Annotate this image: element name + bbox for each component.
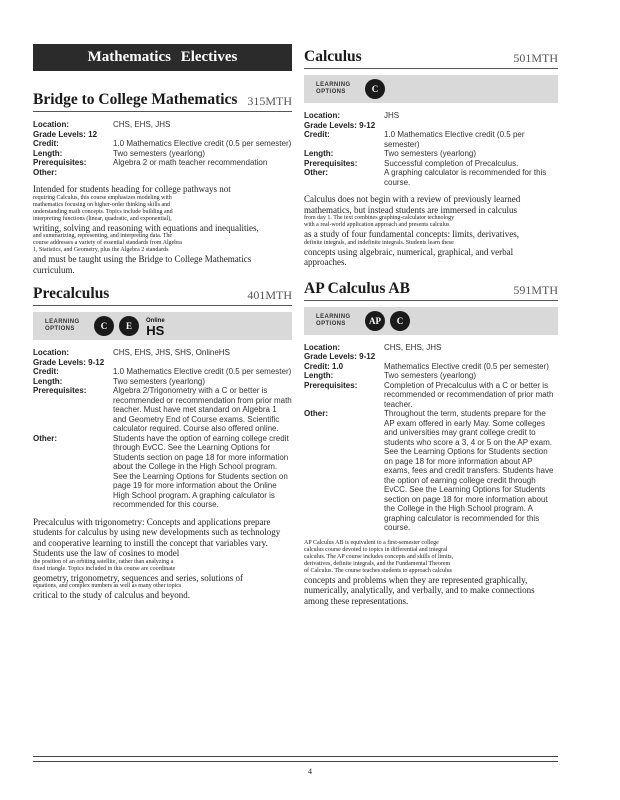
info-row [33,348,292,358]
description-line: interpreting functions (linear, quadratic, and exponential), [33,215,172,222]
course-ap-calculus [304,280,558,607]
info-key: Credit: [33,367,59,376]
info-value: A graphing calculator is recommended for this course. [384,168,547,187]
course-info-table [304,111,558,187]
description-line: calculus course devoted to topics in differential and integral [304,546,448,553]
description-line: and summarizing, representing, and interpreting data. The [33,233,173,239]
info-row [33,386,292,434]
college-in-high-school-icon: C [94,316,114,336]
description-line: concepts using algebraic, numerical, graphical, and verbal approaches. [304,246,514,267]
info-key: Other: [304,409,328,418]
info-key: Grade Levels: 12 [33,129,98,139]
description-line: critical to the study of calculus and beyond. [33,590,190,600]
info-row [304,121,558,131]
info-value: Algebra 2/Trigonometry with a C or better is recommended or recommendation from prior math teacher. Must have met standard on Algebra 1 and Geometry End of Course exams. Scientific calculator required. Course also offered online. [113,386,292,433]
info-row [304,130,558,149]
course-code: 401MTH [247,288,292,302]
info-key: Prerequisites: [304,380,358,390]
info-key: Credit: [304,130,330,139]
course-title: AP Calculus AB [304,279,410,297]
evcc-icon: E [119,316,139,336]
course-bridge [33,91,292,275]
course-description [33,517,292,601]
description-line: 1, Statistics, and Geometry, plus the Algebra 2 standards [33,247,169,253]
info-value: 1.0 Mathematics Elective credit (0.5 per semester) [384,130,525,149]
info-key: Other: [33,167,57,177]
right-column [304,44,558,606]
info-row [304,409,558,533]
info-row [304,352,558,362]
info-key: Grade Levels: 9-12 [304,352,376,361]
course-info-table [33,348,292,510]
info-value: Two semesters (yearlong) [113,148,206,158]
course-title: Calculus [304,48,362,65]
info-value [384,121,558,131]
info-key: Prerequisites: [33,158,87,167]
description-line: requiring Calculus, this course emphasizes modeling with [33,194,172,201]
description-line: from day 1. The text combines graphing-calculator technology [304,215,455,221]
college-in-high-school-icon: C [365,79,385,99]
course-code: 501MTH [513,51,558,65]
course-info-table [33,120,292,177]
course-title: Precalculus [33,285,110,302]
info-value: Two semesters (yearlong) [384,149,477,158]
description-line: Precalculus with trigonometry: Concepts and applications prepare students for calculus by using new developments such as technology and cooperative learning to instill the concept that variables vary. Students use the law of cosines to model [33,516,281,558]
info-key: Credit: 1.0 [304,361,344,371]
info-row [304,168,558,187]
course-code: 591MTH [513,282,558,297]
info-value: Two semesters (yearlong) [113,376,206,386]
description-line: understanding math concepts. Topics include building and [33,208,173,215]
description-line: derivatives, definite integrals, and the Fundamental Theorem [304,560,451,567]
course-header [33,285,292,306]
info-value: CHS, EHS, JHS, SHS, OnlineHS [113,348,230,357]
info-row [33,434,292,510]
course-calculus [304,44,558,268]
info-row [304,343,558,353]
ap-icon: AP [365,311,385,331]
description-line: geometry, trigonometry, sequences and series, solutions of [33,572,244,583]
course-description [33,184,292,275]
info-value [113,358,292,368]
info-key: Location: [33,120,69,129]
learning-options-label: LEARNING OPTIONS [45,319,80,332]
description-line: concepts and problems when they are represented graphically, numerically, analytically, and verbally, and to make connections among these representations. [304,574,535,606]
info-row [304,159,558,169]
info-value: Successful completion of Precalculus. [384,158,519,168]
info-row [33,168,292,178]
description-line: of Calculus. The course teaches students to approach calculus [304,567,453,574]
online-hs-small-label: Online [146,318,165,324]
page-number: 4 [308,767,312,776]
college-in-high-school-icon: C [390,311,410,331]
info-value: Students have the option of earning college credit through EvCC. See the Learning Options for Students section on page 18 for more information about the College in the High School program. See the Learning Options for Students section on page 19 for more information about the Online High School program. A graphing calculator is recommended for this course. [113,433,289,509]
info-row [33,130,292,140]
info-row [33,377,292,387]
info-value: CHS, EHS, JHS [384,342,442,352]
course-code: 315MTH [247,94,292,108]
info-key: Length: [33,148,63,158]
course-header [304,280,558,301]
description-line: course addresses a variety of essential standards from Algebra [33,240,182,246]
left-column [33,44,292,601]
info-row [33,358,292,368]
info-row [33,139,292,149]
info-value: Throughout the term, students prepare for the AP exam offered in early May. Some colleges and universities may grant college credit to students who score a 3, 4 or 5 on the AP exam. See the Learning Options for Students section on page 18 for more information about AP exams, fees and credit transfers. Students have the option of earning college credit through EvCC. See the Learning Options for Students section on page 18 for more information about the College in the High School program. A graphing calculator is recommended for this course. [384,409,554,532]
course-info-table [304,343,558,533]
info-value [113,168,292,178]
description-line: fixed triangle. Topics included in this course are coordinate [33,565,176,572]
info-key: Credit: [33,139,59,148]
info-value: Completion of Precalculus with a C or better is recommended or recommendation of prior math teacher. [384,380,554,409]
online-hs-label: HS [146,323,165,338]
info-key: Location: [304,111,340,120]
info-value: CHS, EHS, JHS [113,120,171,129]
info-value: Two semesters (yearlong) [384,371,477,380]
learning-options-label: LEARNING OPTIONS [316,82,351,95]
info-row [33,158,292,168]
course-precalculus [33,285,292,601]
info-value: 1.0 Mathematics Elective credit (0.5 per semester) [113,139,292,148]
learning-options-label: LEARNING OPTIONS [316,313,351,327]
info-key: Prerequisites: [304,158,358,168]
description-line: definite integrals, and indefinite integrals. Students learn these [304,239,454,246]
description-line: calculus. The AP course includes concepts and skills of limits, [304,553,454,560]
info-key: Length: [304,371,334,380]
info-key: Grade Levels: 9-12 [304,120,376,130]
info-value: JHS [384,111,400,120]
description-line: equations, and complex numbers as well as many other topics [33,583,182,589]
info-key: Grade Levels: 9-12 [33,357,105,367]
course-description [304,194,558,268]
learning-options-box [304,307,558,335]
learning-options-box [33,312,292,340]
info-row [304,381,558,410]
course-description [304,540,558,607]
description-line: AP Calculus AB is equivalent to a first-semester college [304,539,439,546]
description-line: writing, solving and reasoning with equations and inequalities, [33,222,259,233]
info-key: Length: [304,149,334,158]
description-line: as a study of four fundamental concepts: limits, derivatives, [304,229,519,239]
info-row [33,367,292,377]
info-row [304,149,558,159]
info-key: Prerequisites: [33,386,87,395]
description-line: with a real-world application approach and presents calculus [304,222,450,228]
info-row [304,362,558,372]
course-header [33,91,292,112]
section-banner: Mathematics Electives [33,44,292,71]
info-value: 1.0 Mathematics Elective credit (0.5 per semester) [113,367,292,376]
course-title: Bridge to College Mathematics [33,91,238,108]
info-row [33,120,292,130]
description-line: mathematics focusing on higher-order thinking skills and [33,201,171,208]
course-header [304,44,558,69]
info-key: Other: [33,433,57,443]
description-line: Calculus does not begin with a review of previously learned mathematics, but instead students are immersed in calculus [304,194,521,215]
info-value [113,130,292,140]
info-key: Length: [33,376,63,386]
info-key: Location: [33,348,69,357]
info-key: Location: [304,342,340,352]
info-row [33,149,292,159]
description-line: and must be taught using the Bridge to College Mathematics curriculum. [33,254,252,275]
info-key: Other: [304,168,328,177]
description-line: the position of an orbiting satellite, rather than analyzing a [33,558,174,565]
info-value: Mathematics Elective credit (0.5 per semester) [384,361,549,371]
info-row [304,111,558,121]
footer-rule [33,756,558,762]
online-hs-icon [144,315,167,337]
info-value [384,352,558,362]
info-value: Algebra 2 or math teacher recommendation [113,158,268,167]
info-row [304,371,558,381]
learning-options-box [304,75,558,103]
description-line: Intended for students heading for college pathways not [33,184,231,194]
